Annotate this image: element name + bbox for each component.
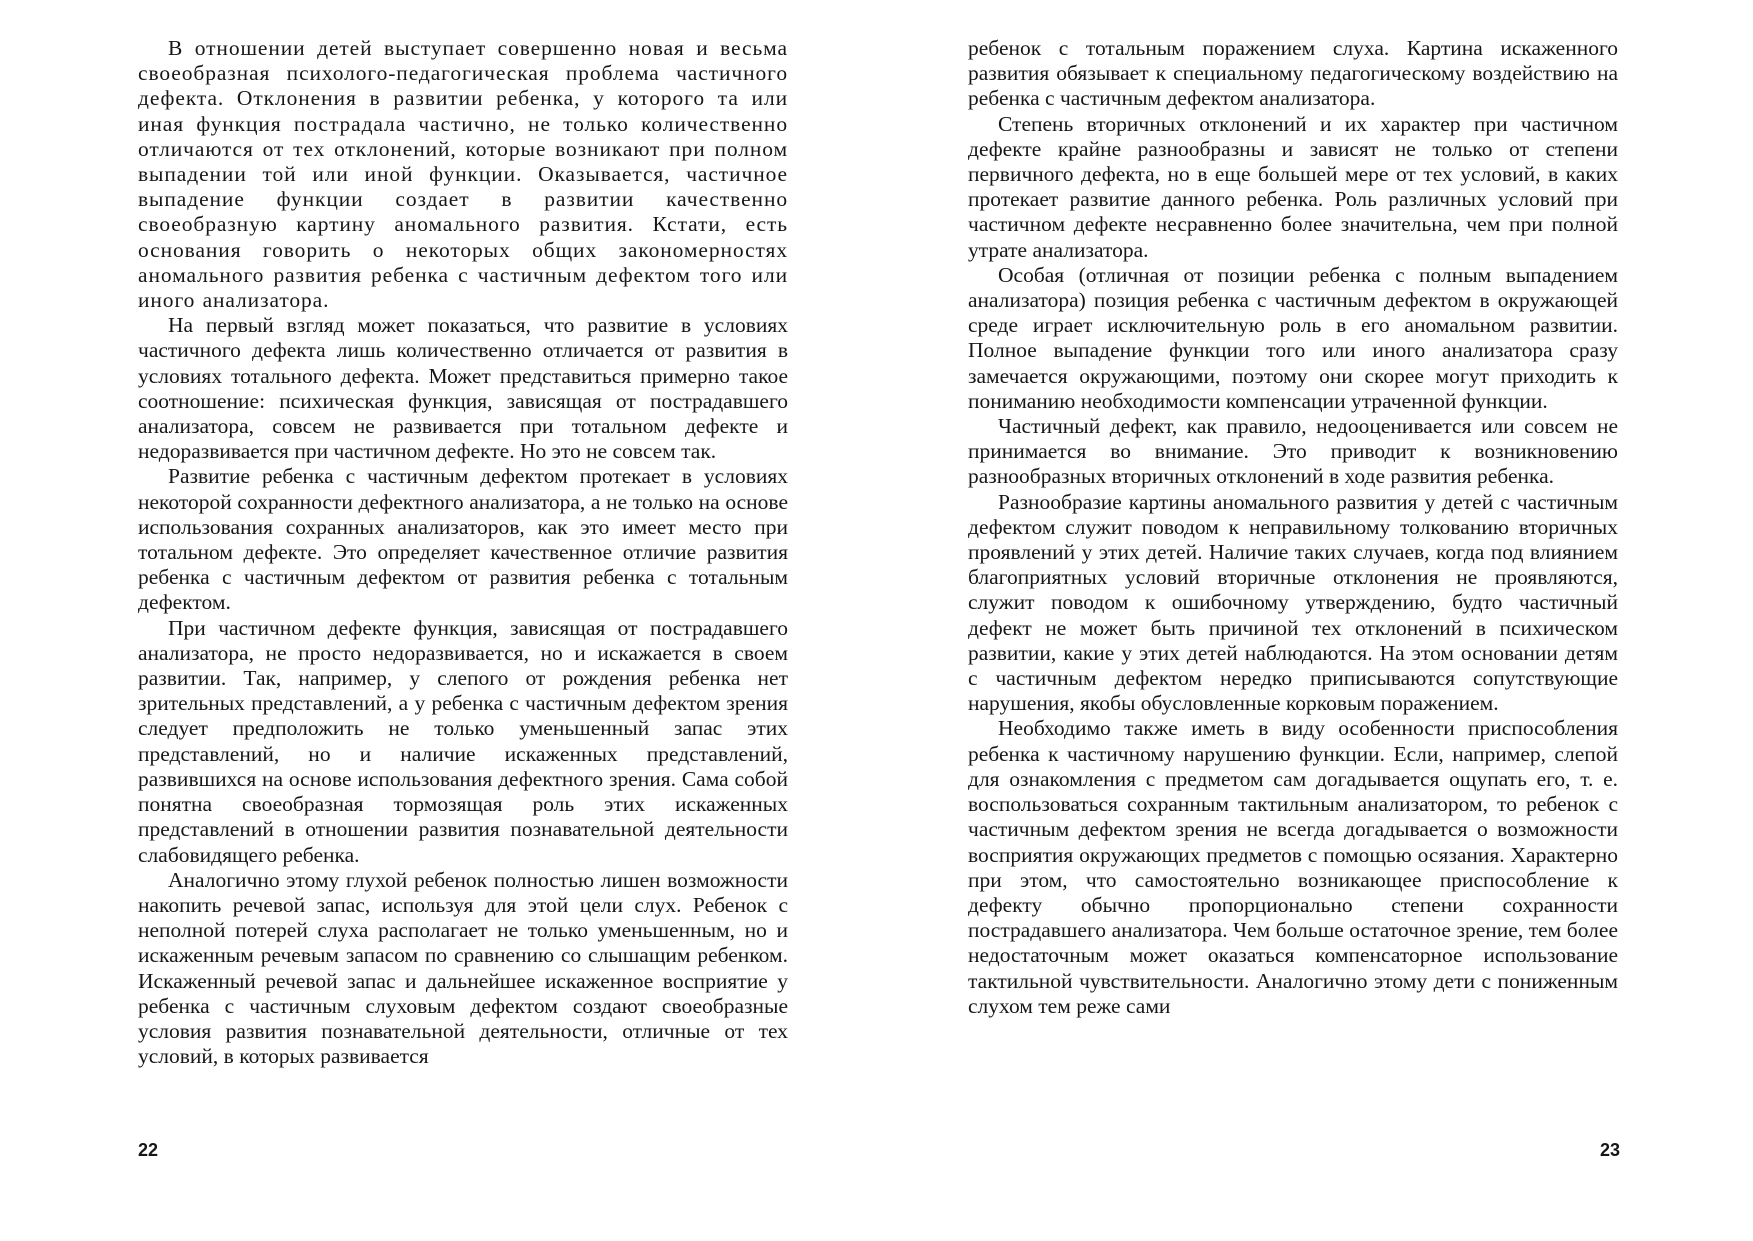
left-paragraph-2: На первый взгляд может показаться, что развитие в условиях частичного дефекта лишь количественно отличается от развития в условиях тотального дефекта. Может представиться примерно такое соотношение: психическая функция, зависящая от пострадавшего анализатора, совсем не развивается при тотальном дефекте и недоразвивается при частичном дефекте. Но это не совсем так. [138, 313, 788, 464]
left-paragraph-1: В отношении детей выступает совершенно новая и весьма своеобразная психолого-педагогическая проблема частичного дефекта. Отклонения в развитии ребенка, у которого та или иная функция пострадала частично, не только количественно отличаются от тех отклонений, которые возникают при полном выпадении той или иной функции. Оказывается, частичное выпадение функции создает в развитии качественно своеобразную картину аномального развития. Кстати, есть основания говорить о некоторых общих закономерностях аномального развития ребенка с частичным дефектом того или иного анализатора. [138, 36, 788, 313]
left-page-number: 22 [138, 1140, 159, 1160]
right-paragraph-3: Особая (отличная от позиции ребенка с полным выпадением анализатора) позиция ребенка с частичным дефектом в окружающей среде играет исключительную роль в его аномальном развитии. Полное выпадение функции того или иного анализатора сразу замечается окружающими, поэтому они скорее могут приходить к пониманию необходимости компенсации утраченной функции. [968, 262, 1618, 413]
right-paragraph-2: Степень вторичных отклонений и их характер при частичном дефекте крайне разнообразны и зависят не только от степени первичного дефекта, но в еще большей мере от тех условий, в каких протекает развитие данного ребенка. Роль различных условий при частичном дефекте несравненно более значительна, чем при полной утрате анализатора. [968, 111, 1618, 262]
right-page [968, 36, 1618, 1019]
left-paragraph-3: Развитие ребенка с частичным дефектом протекает в условиях некоторой сохранности дефектного анализатора, а не только на основе использования сохранных анализаторов, как это имеет место при тотальном дефекте. Это определяет качественное отличие развития ребенка с частичным дефектом от развития ребенка с тотальным дефектом. [138, 464, 788, 615]
left-paragraph-5: Аналогично этому глухой ребенок полностью лишен возможности накопить речевой запас, используя для этой цели слух. Ребенок с неполной потерей слуха располагает не только уменьшенным, но и искаженным речевым запасом по сравнению со слышащим ребенком. Искаженный речевой запас и дальнейшее искаженное восприятие у ребенка с частичным слуховым дефектом создают своеобразные условия развития познавательной деятельности, отличные от тех условий, в которых развивается [138, 867, 788, 1069]
right-page-number: 23 [1600, 1140, 1621, 1160]
right-paragraph-1: ребенок с тотальным поражением слуха. Картина искаженного развития обязывает к специальному педагогическому воздействию на ребенка с частичным дефектом анализатора. [968, 36, 1618, 111]
left-paragraph-4: При частичном дефекте функция, зависящая от пострадавшего анализатора, не просто недоразвивается, но и искажается в своем развитии. Так, например, у слепого от рождения ребенка нет зрительных представлений, а у ребенка с частичным дефектом зрения следует предположить не только уменьшенный запас этих представлений, но и наличие искаженных представлений, развившихся на основе использования дефектного зрения. Сама собой понятна своеобразная тормозящая роль этих искаженных представлений в отношении развития познавательной деятельности слабовидящего ребенка. [138, 615, 788, 867]
right-paragraph-4: Частичный дефект, как правило, недооценивается или совсем не принимается во внимание. Это приводит к возникновению разнообразных вторичных отклонений в ходе развития ребенка. [968, 414, 1618, 489]
left-page [138, 36, 788, 1069]
right-paragraph-6: Необходимо также иметь в виду особенности приспособления ребенка к частичному нарушению функции. Если, например, слепой для ознакомления с предметом сам догадывается ощупать его, т. е. воспользоваться сохранным тактильным анализатором, то ребенок с частичным дефектом зрения не всегда догадывается о возможности восприятия окружающих предметов с помощью осязания. Характерно при этом, что самостоятельно возникающее приспособление к дефекту обычно пропорционально степени сохранности пострадавшего анализатора. Чем больше остаточное зрение, тем более недостаточным может оказаться компенсаторное использование тактильной чувствительности. Аналогично этому дети с пониженным слухом тем реже сами [968, 716, 1618, 1018]
right-paragraph-5: Разнообразие картины аномального развития у детей с частичным дефектом служит поводом к неправильному толкованию вторичных проявлений у этих детей. Наличие таких случаев, когда под влиянием благоприятных условий вторичные отклонения не проявляются, служит поводом к ошибочному утверждению, будто частичный дефект не может быть причиной тех отклонений в психическом развитии, какие у этих детей наблюдаются. На этом основании детям с частичным дефектом нередко приписываются сопутствующие нарушения, якобы обусловленные корковым поражением. [968, 489, 1618, 716]
